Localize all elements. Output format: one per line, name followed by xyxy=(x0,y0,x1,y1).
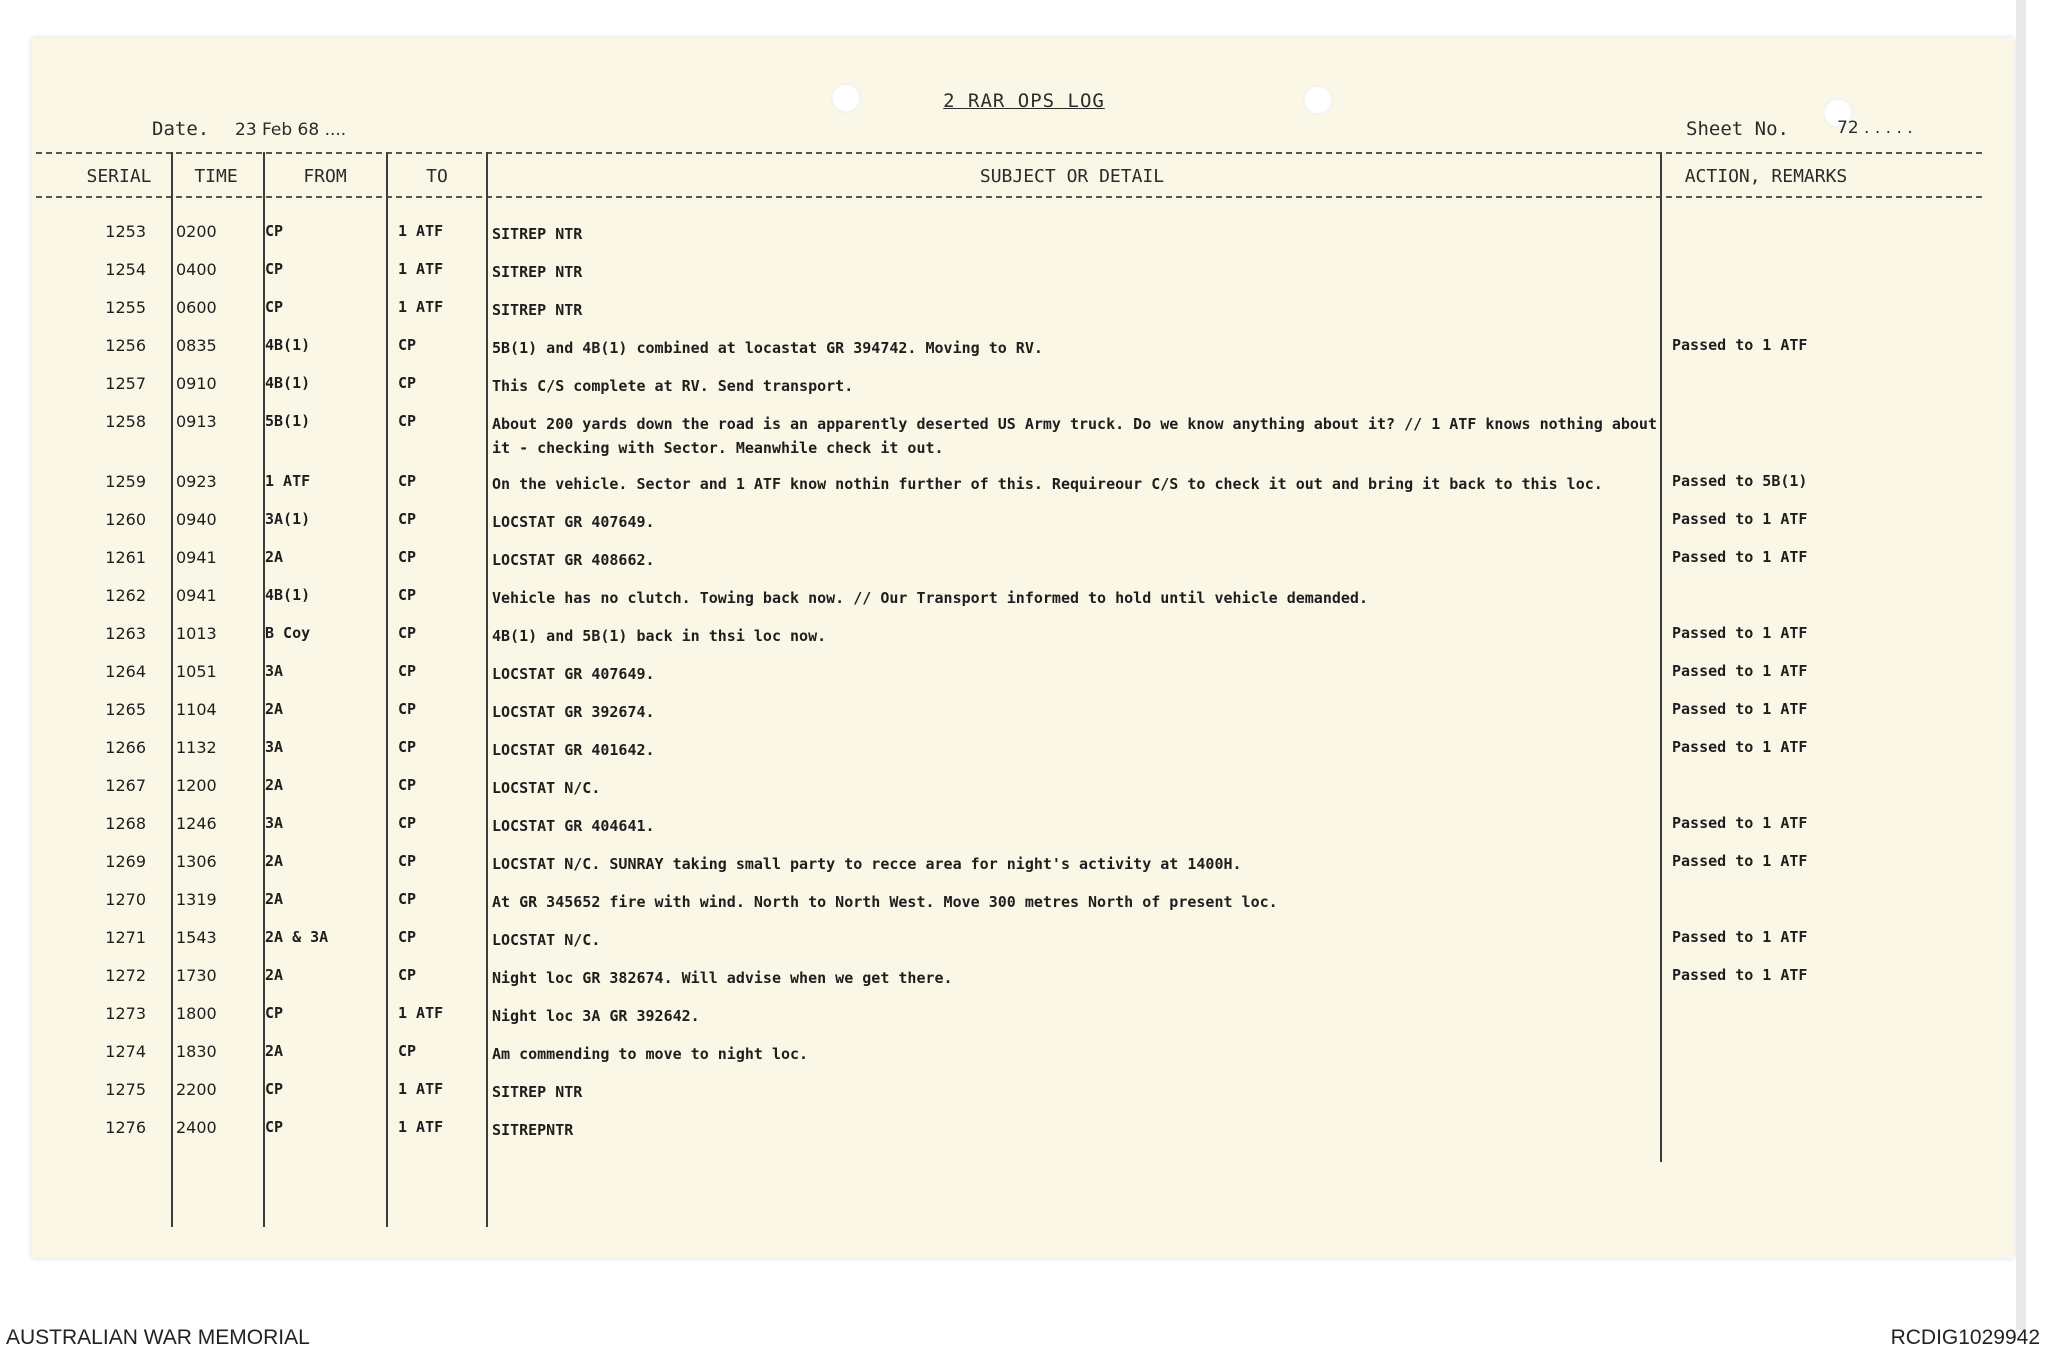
table-row xyxy=(0,738,2048,768)
cell-detail: LOCSTAT GR 392674. xyxy=(492,703,655,721)
cell-to: 1 ATF xyxy=(398,260,444,278)
table-row xyxy=(0,624,2048,654)
cell-time: 1104 xyxy=(176,700,217,719)
table-row xyxy=(0,814,2048,844)
table-row xyxy=(0,1042,2048,1072)
cell-to: CP xyxy=(398,738,417,756)
cell-serial: 1254 xyxy=(105,260,146,279)
cell-from: 3A xyxy=(265,814,284,832)
header-bottom-rule xyxy=(36,196,1982,198)
table-row xyxy=(0,1004,2048,1034)
cell-from: 4B(1) xyxy=(265,586,311,604)
footer-institution: AUSTRALIAN WAR MEMORIAL xyxy=(6,1326,310,1349)
col-header-time: TIME xyxy=(194,166,238,187)
cell-detail: Night loc GR 382674. Will advise when we get there. xyxy=(492,969,953,987)
cell-time: 2200 xyxy=(176,1080,217,1099)
cell-time: 0200 xyxy=(176,222,217,241)
table-row xyxy=(0,1118,2048,1148)
date-value: 23 Feb 68 .... xyxy=(235,120,347,140)
cell-to: CP xyxy=(398,336,417,354)
cell-time: 1800 xyxy=(176,1004,217,1023)
cell-serial: 1257 xyxy=(105,374,146,393)
cell-to: CP xyxy=(398,852,417,870)
cell-detail: This C/S complete at RV. Send transport. xyxy=(492,377,854,395)
table-row xyxy=(0,890,2048,920)
cell-time: 1319 xyxy=(176,890,217,909)
cell-detail: SITREP NTR xyxy=(492,1083,583,1101)
cell-serial: 1271 xyxy=(105,928,146,947)
cell-time: 0941 xyxy=(176,586,217,605)
table-row xyxy=(0,298,2048,328)
cell-to: CP xyxy=(398,776,417,794)
cell-to: 1 ATF xyxy=(398,222,444,240)
footer-reference: RCDIG1029942 xyxy=(1890,1326,2040,1349)
cell-to: CP xyxy=(398,510,417,528)
cell-to: CP xyxy=(398,624,417,642)
cell-from: 3A(1) xyxy=(265,510,311,528)
cell-from: 3A xyxy=(265,738,284,756)
cell-time: 0941 xyxy=(176,548,217,567)
table-row xyxy=(0,928,2048,958)
cell-serial: 1261 xyxy=(105,548,146,567)
cell-serial: 1262 xyxy=(105,586,146,605)
cell-time: 1543 xyxy=(176,928,217,947)
table-row xyxy=(0,586,2048,616)
cell-detail: 4B(1) and 5B(1) back in thsi loc now. xyxy=(492,627,827,645)
cell-detail: LOCSTAT GR 407649. xyxy=(492,513,655,531)
cell-to: CP xyxy=(398,700,417,718)
cell-action: Passed to 1 ATF xyxy=(1672,624,1808,642)
cell-time: 1013 xyxy=(176,624,217,643)
cell-serial: 1267 xyxy=(105,776,146,795)
col-header-detail: SUBJECT OR DETAIL xyxy=(979,166,1165,187)
cell-action: Passed to 1 ATF xyxy=(1672,336,1808,354)
cell-serial: 1263 xyxy=(105,624,146,643)
cell-from: 4B(1) xyxy=(265,336,311,354)
cell-time: 1246 xyxy=(176,814,217,833)
cell-serial: 1258 xyxy=(105,412,146,431)
table-row xyxy=(0,374,2048,404)
col-header-action: ACTION, REMARKS xyxy=(1684,166,1848,187)
cell-to: CP xyxy=(398,966,417,984)
cell-detail: LOCSTAT GR 408662. xyxy=(492,551,655,569)
table-row xyxy=(0,222,2048,252)
col-header-to: TO xyxy=(426,166,448,187)
cell-serial: 1275 xyxy=(105,1080,146,1099)
cell-serial: 1270 xyxy=(105,890,146,909)
date-label: Date. xyxy=(152,118,210,140)
cell-to: CP xyxy=(398,928,417,946)
cell-from: 2A xyxy=(265,1042,284,1060)
table-row xyxy=(0,776,2048,806)
cell-to: 1 ATF xyxy=(398,1118,444,1136)
cell-time: 2400 xyxy=(176,1118,217,1137)
cell-serial: 1256 xyxy=(105,336,146,355)
cell-detail: SITREP NTR xyxy=(492,263,583,281)
cell-detail: LOCSTAT GR 407649. xyxy=(492,665,655,683)
cell-from: CP xyxy=(265,260,284,278)
cell-serial: 1255 xyxy=(105,298,146,317)
cell-to: CP xyxy=(398,1042,417,1060)
cell-time: 1306 xyxy=(176,852,217,871)
cell-serial: 1273 xyxy=(105,1004,146,1023)
sheet-number-value: 72 . . . . . xyxy=(1837,118,1913,138)
cell-time: 0600 xyxy=(176,298,217,317)
table-row xyxy=(0,510,2048,540)
cell-action: Passed to 1 ATF xyxy=(1672,928,1808,946)
cell-from: CP xyxy=(265,1004,284,1022)
cell-serial: 1272 xyxy=(105,966,146,985)
cell-time: 0913 xyxy=(176,412,217,431)
cell-serial: 1259 xyxy=(105,472,146,491)
cell-serial: 1268 xyxy=(105,814,146,833)
cell-from: 2A xyxy=(265,700,284,718)
document-title: 2 RAR OPS LOG xyxy=(943,90,1105,112)
cell-from: 2A & 3A xyxy=(265,928,329,946)
cell-time: 1132 xyxy=(176,738,217,757)
cell-serial: 1266 xyxy=(105,738,146,757)
cell-action: Passed to 1 ATF xyxy=(1672,738,1808,756)
cell-time: 0835 xyxy=(176,336,217,355)
cell-from: 3A xyxy=(265,662,284,680)
cell-detail: Vehicle has no clutch. Towing back now. // Our Transport informed to hold until vehicle demanded. xyxy=(492,589,1368,607)
table-row xyxy=(0,700,2048,730)
cell-to: CP xyxy=(398,374,417,392)
cell-action: Passed to 1 ATF xyxy=(1672,700,1808,718)
cell-detail: LOCSTAT N/C. xyxy=(492,779,601,797)
cell-time: 1051 xyxy=(176,662,217,681)
cell-from: 2A xyxy=(265,776,284,794)
cell-to: CP xyxy=(398,472,417,490)
cell-to: CP xyxy=(398,814,417,832)
sheet-number-label: Sheet No. xyxy=(1686,118,1789,140)
cell-to: 1 ATF xyxy=(398,1004,444,1022)
cell-detail: Am commending to move to night loc. xyxy=(492,1045,809,1063)
cell-serial: 1253 xyxy=(105,222,146,241)
cell-detail: SITREP NTR xyxy=(492,301,583,319)
cell-to: CP xyxy=(398,548,417,566)
cell-action: Passed to 1 ATF xyxy=(1672,548,1808,566)
cell-from: 2A xyxy=(265,548,284,566)
cell-to: CP xyxy=(398,890,417,908)
cell-detail: LOCSTAT N/C. xyxy=(492,931,601,949)
cell-serial: 1269 xyxy=(105,852,146,871)
table-row xyxy=(0,852,2048,882)
table-row xyxy=(0,1080,2048,1110)
cell-serial: 1264 xyxy=(105,662,146,681)
cell-from: 4B(1) xyxy=(265,374,311,392)
cell-time: 0940 xyxy=(176,510,217,529)
cell-action: Passed to 1 ATF xyxy=(1672,966,1808,984)
cell-time: 0400 xyxy=(176,260,217,279)
cell-detail: 5B(1) and 4B(1) combined at locastat GR 394742. Moving to RV. xyxy=(492,339,1043,357)
cell-serial: 1265 xyxy=(105,700,146,719)
cell-from: CP xyxy=(265,1118,284,1136)
header-top-rule xyxy=(36,152,1982,154)
cell-serial: 1276 xyxy=(105,1118,146,1137)
table-row xyxy=(0,662,2048,692)
cell-detail: On the vehicle. Sector and 1 ATF know nothin further of this. Requireour C/S to check it out and bring it back to this loc. xyxy=(492,475,1603,493)
cell-detail: LOCSTAT N/C. SUNRAY taking small party to recce area for night's activity at 1400H. xyxy=(492,855,1242,873)
cell-from: 2A xyxy=(265,852,284,870)
cell-detail: LOCSTAT GR 401642. xyxy=(492,741,655,759)
cell-detail: At GR 345652 fire with wind. North to North West. Move 300 metres North of present loc. xyxy=(492,893,1278,911)
cell-from: 2A xyxy=(265,966,284,984)
cell-detail: LOCSTAT GR 404641. xyxy=(492,817,655,835)
table-row xyxy=(0,548,2048,578)
cell-to: 1 ATF xyxy=(398,1080,444,1098)
cell-detail: About 200 yards down the road is an apparently deserted US Army truck. Do we know anything about it? // 1 ATF knows nothing about it - checking with Sector. Meanwhile check it out. xyxy=(492,415,1657,457)
cell-time: 0923 xyxy=(176,472,217,491)
cell-from: B Coy xyxy=(265,624,311,642)
cell-from: CP xyxy=(265,298,284,316)
cell-from: CP xyxy=(265,1080,284,1098)
table-row xyxy=(0,966,2048,996)
cell-detail: SITREPNTR xyxy=(492,1121,574,1139)
cell-action: Passed to 5B(1) xyxy=(1672,472,1808,490)
table-row xyxy=(0,260,2048,290)
table-row xyxy=(0,472,2048,502)
cell-action: Passed to 1 ATF xyxy=(1672,662,1808,680)
cell-time: 0910 xyxy=(176,374,217,393)
cell-to: CP xyxy=(398,662,417,680)
cell-action: Passed to 1 ATF xyxy=(1672,510,1808,528)
cell-action: Passed to 1 ATF xyxy=(1672,852,1808,870)
cell-from: 2A xyxy=(265,890,284,908)
cell-from: 1 ATF xyxy=(265,472,311,490)
cell-from: CP xyxy=(265,222,284,240)
cell-time: 1730 xyxy=(176,966,217,985)
cell-time: 1200 xyxy=(176,776,217,795)
table-row xyxy=(0,336,2048,366)
col-header-from: FROM xyxy=(303,166,347,187)
cell-detail: Night loc 3A GR 392642. xyxy=(492,1007,700,1025)
cell-serial: 1274 xyxy=(105,1042,146,1061)
cell-to: CP xyxy=(398,586,417,604)
cell-to: 1 ATF xyxy=(398,298,444,316)
cell-action: Passed to 1 ATF xyxy=(1672,814,1808,832)
cell-from: 5B(1) xyxy=(265,412,311,430)
cell-time: 1830 xyxy=(176,1042,217,1061)
cell-serial: 1260 xyxy=(105,510,146,529)
cell-to: CP xyxy=(398,412,417,430)
table-row xyxy=(0,412,2048,457)
col-header-serial: SERIAL xyxy=(86,166,152,187)
cell-detail: SITREP NTR xyxy=(492,225,583,243)
